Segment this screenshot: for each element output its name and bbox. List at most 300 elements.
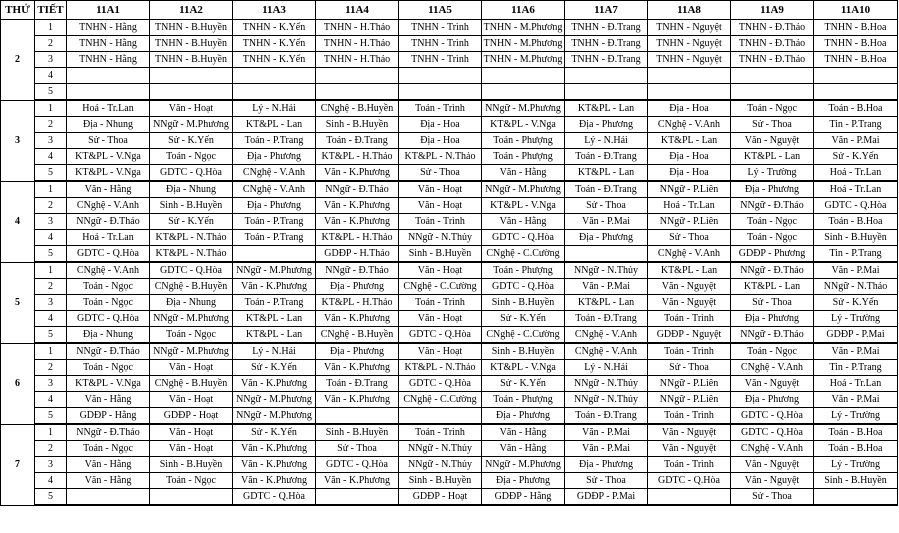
schedule-cell: Toán - B.Hoa xyxy=(814,424,898,441)
schedule-cell: Văn - Hằng xyxy=(482,441,565,457)
schedule-cell: NNgữ - N.Thủy xyxy=(565,376,648,392)
schedule-cell: NNgữ - Đ.Thảo xyxy=(67,424,150,441)
schedule-cell: Văn - Hằng xyxy=(67,392,150,408)
schedule-cell: CNghệ - V.Anh xyxy=(648,246,731,263)
schedule-cell xyxy=(67,84,150,101)
schedule-cell: Văn - Hằng xyxy=(482,214,565,230)
schedule-cell: Văn - P.Mai xyxy=(565,424,648,441)
schedule-cell: Địa - Phương xyxy=(482,473,565,489)
schedule-cell: Văn - Hoạt xyxy=(399,262,482,279)
schedule-cell: KT&PL - H.Thảo xyxy=(316,149,399,165)
schedule-cell: TNHN - M.Phương xyxy=(482,36,565,52)
schedule-cell: KT&PL - N.Thảo xyxy=(399,149,482,165)
schedule-cell xyxy=(316,489,399,506)
schedule-cell: Văn - K.Phương xyxy=(316,311,399,327)
schedule-cell: Địa - Hoa xyxy=(399,117,482,133)
schedule-cell: Địa - Phương xyxy=(565,230,648,246)
schedule-cell: Toán - Đ.Trang xyxy=(565,149,648,165)
schedule-cell: CNghệ - V.Anh xyxy=(67,198,150,214)
schedule-cell xyxy=(150,489,233,506)
schedule-cell: Địa - Phương xyxy=(316,343,399,360)
schedule-cell: TNHN - Đ.Trang xyxy=(565,36,648,52)
schedule-cell: CNghệ - C.Cường xyxy=(399,279,482,295)
schedule-cell: Toán - Phượng xyxy=(482,133,565,149)
schedule-cell: TNHN - B.Hoa xyxy=(814,20,898,36)
schedule-cell: Văn - Nguyệt xyxy=(731,133,814,149)
schedule-cell: TNHN - B.Huyền xyxy=(150,52,233,68)
schedule-cell: KT&PL - Lan xyxy=(648,262,731,279)
schedule-cell xyxy=(648,84,731,101)
schedule-cell: Văn - Nguyệt xyxy=(648,295,731,311)
schedule-cell: GDĐP - P.Mai xyxy=(565,489,648,506)
schedule-cell: NNgữ - M.Phương xyxy=(150,343,233,360)
schedule-cell xyxy=(731,68,814,84)
day-number: 4 xyxy=(1,181,35,262)
schedule-cell: CNghệ - B.Huyền xyxy=(316,100,399,117)
schedule-cell: TNHN - Đ.Trang xyxy=(565,20,648,36)
schedule-cell: TNHN - Đ.Thảo xyxy=(731,36,814,52)
schedule-cell: GDTC - Q.Hòa xyxy=(150,262,233,279)
schedule-cell: TNHN - Trình xyxy=(399,52,482,68)
period-number: 2 xyxy=(35,441,67,457)
schedule-cell: Văn - Hoạt xyxy=(399,198,482,214)
schedule-cell: Sử - K.Yến xyxy=(482,311,565,327)
schedule-cell: Địa - Hoa xyxy=(648,165,731,182)
schedule-cell: KT&PL - V.Nga xyxy=(482,360,565,376)
period-column-header: TIẾT xyxy=(35,1,67,20)
schedule-cell: Văn - Nguyệt xyxy=(731,473,814,489)
schedule-cell: TNHN - Nguyệt xyxy=(648,36,731,52)
timetable-row xyxy=(1,117,898,133)
schedule-cell: TNHN - Nguyệt xyxy=(648,20,731,36)
schedule-cell: TNHN - B.Huyền xyxy=(150,20,233,36)
timetable-row xyxy=(1,360,898,376)
schedule-cell: Văn - K.Phương xyxy=(316,165,399,182)
schedule-cell: GDĐP - Nguyệt xyxy=(648,327,731,344)
schedule-cell: Toán - Đ.Trang xyxy=(565,311,648,327)
schedule-cell: NNgữ - N.Thủy xyxy=(565,262,648,279)
schedule-cell xyxy=(233,84,316,101)
period-number: 3 xyxy=(35,457,67,473)
schedule-cell: Toán - Trình xyxy=(399,214,482,230)
timetable-row xyxy=(1,20,898,36)
period-number: 1 xyxy=(35,343,67,360)
period-number: 3 xyxy=(35,133,67,149)
schedule-cell: NNgữ - M.Phương xyxy=(233,408,316,425)
schedule-cell xyxy=(233,246,316,263)
schedule-cell: Tin - P.Trang xyxy=(814,246,898,263)
schedule-cell xyxy=(648,489,731,506)
schedule-cell xyxy=(67,489,150,506)
schedule-cell: GDTC - Q.Hòa xyxy=(233,489,316,506)
period-number: 3 xyxy=(35,52,67,68)
schedule-cell: KT&PL - Lan xyxy=(233,311,316,327)
schedule-cell: CNghệ - V.Anh xyxy=(731,441,814,457)
schedule-cell: Toán - Ngọc xyxy=(67,295,150,311)
timetable-row xyxy=(1,262,898,279)
schedule-cell: CNghệ - B.Huyền xyxy=(316,327,399,344)
schedule-cell: KT&PL - H.Thảo xyxy=(316,230,399,246)
schedule-cell: Sử - Thoa xyxy=(399,165,482,182)
schedule-cell: CNghệ - V.Anh xyxy=(731,360,814,376)
schedule-cell: Sử - Thoa xyxy=(731,117,814,133)
schedule-cell: NNgữ - Đ.Thảo xyxy=(316,262,399,279)
schedule-cell: Văn - K.Phương xyxy=(233,457,316,473)
schedule-cell: Địa - Phương xyxy=(316,279,399,295)
schedule-cell: Toán - Đ.Trang xyxy=(565,408,648,425)
schedule-cell: GDTC - Q.Hòa xyxy=(731,424,814,441)
period-number: 1 xyxy=(35,20,67,36)
schedule-cell: Toán - Trình xyxy=(648,457,731,473)
schedule-cell: Địa - Phương xyxy=(565,457,648,473)
schedule-cell xyxy=(565,84,648,101)
schedule-cell: Văn - Hằng xyxy=(67,181,150,198)
schedule-cell: NNgữ - N.Thủy xyxy=(399,230,482,246)
schedule-cell: KT&PL - Lan xyxy=(565,100,648,117)
timetable-row xyxy=(1,279,898,295)
period-number: 2 xyxy=(35,36,67,52)
schedule-cell: TNHN - Đ.Thảo xyxy=(731,52,814,68)
schedule-cell: Văn - Hoạt xyxy=(399,181,482,198)
schedule-cell: NNgữ - Đ.Thảo xyxy=(67,343,150,360)
schedule-cell: Sử - K.Yến xyxy=(233,424,316,441)
schedule-cell: KT&PL - Lan xyxy=(233,117,316,133)
schedule-cell: TNHN - B.Huyền xyxy=(150,36,233,52)
schedule-cell: Văn - Hằng xyxy=(482,424,565,441)
schedule-cell: TNHN - Hằng xyxy=(67,52,150,68)
timetable-row xyxy=(1,68,898,84)
schedule-cell: Toán - Ngọc xyxy=(731,214,814,230)
class-header: 11A10 xyxy=(814,1,898,20)
period-number: 4 xyxy=(35,311,67,327)
schedule-cell: Toán - Trình xyxy=(648,311,731,327)
schedule-cell: CNghệ - V.Anh xyxy=(233,165,316,182)
schedule-cell: Văn - Nguyệt xyxy=(731,457,814,473)
schedule-cell: Văn - K.Phương xyxy=(233,376,316,392)
schedule-cell: Toán - Trình xyxy=(399,424,482,441)
class-header: 11A2 xyxy=(150,1,233,20)
period-number: 2 xyxy=(35,117,67,133)
timetable-row xyxy=(1,327,898,344)
schedule-cell: Văn - P.Mai xyxy=(814,262,898,279)
schedule-cell: NNgữ - N.Thủy xyxy=(399,441,482,457)
schedule-cell: NNgữ - N.Thủy xyxy=(565,392,648,408)
schedule-cell: Văn - Nguyệt xyxy=(731,376,814,392)
schedule-cell xyxy=(731,84,814,101)
schedule-cell: GDĐP - P.Mai xyxy=(814,327,898,344)
timetable-row xyxy=(1,52,898,68)
class-header: 11A6 xyxy=(482,1,565,20)
schedule-cell: Văn - K.Phương xyxy=(233,473,316,489)
schedule-cell: TNHN - Trình xyxy=(399,36,482,52)
schedule-cell: Văn - P.Mai xyxy=(565,279,648,295)
period-number: 1 xyxy=(35,181,67,198)
schedule-cell: Văn - K.Phương xyxy=(316,214,399,230)
schedule-cell xyxy=(316,84,399,101)
schedule-cell: KT&PL - N.Thảo xyxy=(150,230,233,246)
schedule-cell: Lý - Trường xyxy=(814,408,898,425)
schedule-cell: Sử - Thoa xyxy=(565,198,648,214)
schedule-cell: Hoá - Tr.Lan xyxy=(814,165,898,182)
schedule-cell: Toán - Phượng xyxy=(482,392,565,408)
schedule-cell: TNHN - H.Thảo xyxy=(316,52,399,68)
schedule-cell: Toán - Ngọc xyxy=(731,343,814,360)
schedule-cell: KT&PL - Lan xyxy=(565,295,648,311)
schedule-cell: KT&PL - V.Nga xyxy=(67,376,150,392)
schedule-cell: GDTC - Q.Hòa xyxy=(67,311,150,327)
schedule-cell: KT&PL - V.Nga xyxy=(482,117,565,133)
schedule-cell: GDĐP - Hoạt xyxy=(150,408,233,425)
schedule-cell: TNHN - Hằng xyxy=(67,20,150,36)
schedule-cell: Toán - Ngọc xyxy=(731,230,814,246)
schedule-cell: Toán - P.Trang xyxy=(233,133,316,149)
period-number: 4 xyxy=(35,473,67,489)
schedule-cell: NNgữ - M.Phương xyxy=(482,181,565,198)
schedule-cell: Địa - Hoa xyxy=(399,133,482,149)
schedule-cell: Sinh - B.Huyền xyxy=(814,473,898,489)
schedule-cell xyxy=(150,84,233,101)
period-number: 4 xyxy=(35,230,67,246)
schedule-cell: TNHN - K.Yến xyxy=(233,36,316,52)
schedule-cell: Toán - P.Trang xyxy=(233,230,316,246)
timetable-row xyxy=(1,408,898,425)
timetable-row xyxy=(1,149,898,165)
period-number: 5 xyxy=(35,327,67,344)
schedule-cell xyxy=(399,68,482,84)
schedule-cell: GDTC - Q.Hòa xyxy=(648,473,731,489)
schedule-cell: GDTC - Q.Hòa xyxy=(814,198,898,214)
schedule-cell: Sinh - B.Huyền xyxy=(399,473,482,489)
schedule-cell: Toán - B.Hoa xyxy=(814,214,898,230)
schedule-cell: Hoá - Tr.Lan xyxy=(67,100,150,117)
schedule-cell: TNHN - M.Phương xyxy=(482,20,565,36)
schedule-cell: Hoá - Tr.Lan xyxy=(67,230,150,246)
schedule-cell: Sử - K.Yến xyxy=(482,376,565,392)
schedule-cell: Văn - P.Mai xyxy=(814,343,898,360)
schedule-cell xyxy=(233,68,316,84)
schedule-cell: Văn - K.Phương xyxy=(233,441,316,457)
schedule-cell: Địa - Nhung xyxy=(150,181,233,198)
schedule-cell: KT&PL - H.Thảo xyxy=(316,295,399,311)
class-header: 11A5 xyxy=(399,1,482,20)
schedule-cell: Toán - Đ.Trang xyxy=(565,181,648,198)
schedule-cell xyxy=(150,68,233,84)
schedule-cell xyxy=(814,84,898,101)
day-number: 6 xyxy=(1,343,35,424)
schedule-cell: Sinh - B.Huyền xyxy=(316,117,399,133)
schedule-cell: Văn - Hoạt xyxy=(150,392,233,408)
class-header: 11A4 xyxy=(316,1,399,20)
schedule-cell: GDTC - Q.Hòa xyxy=(150,165,233,182)
schedule-cell: CNghệ - B.Huyền xyxy=(150,279,233,295)
schedule-cell: Toán - B.Hoa xyxy=(814,100,898,117)
schedule-cell: Địa - Phương xyxy=(565,117,648,133)
schedule-cell xyxy=(565,68,648,84)
schedule-cell: Sử - Thoa xyxy=(731,489,814,506)
day-number: 7 xyxy=(1,424,35,505)
period-number: 3 xyxy=(35,295,67,311)
schedule-cell: Văn - P.Mai xyxy=(565,214,648,230)
schedule-cell xyxy=(316,68,399,84)
period-number: 1 xyxy=(35,100,67,117)
period-number: 3 xyxy=(35,376,67,392)
timetable-row xyxy=(1,198,898,214)
schedule-cell: NNgữ - M.Phương xyxy=(482,100,565,117)
schedule-cell: Sinh - B.Huyền xyxy=(150,198,233,214)
schedule-cell: KT&PL - Lan xyxy=(233,327,316,344)
schedule-cell: Văn - Hằng xyxy=(482,165,565,182)
schedule-cell xyxy=(67,68,150,84)
period-number: 1 xyxy=(35,424,67,441)
schedule-cell: NNgữ - Đ.Thảo xyxy=(731,262,814,279)
timetable-body xyxy=(1,20,898,506)
schedule-cell: Văn - Hằng xyxy=(67,457,150,473)
schedule-cell: Toán - Ngọc xyxy=(150,149,233,165)
schedule-cell: Văn - Hoạt xyxy=(399,343,482,360)
schedule-cell: Văn - Hoạt xyxy=(150,424,233,441)
timetable-row xyxy=(1,441,898,457)
schedule-cell: Văn - Hằng xyxy=(67,473,150,489)
schedule-cell xyxy=(316,408,399,425)
schedule-cell: Sử - K.Yến xyxy=(233,360,316,376)
timetable-row xyxy=(1,376,898,392)
schedule-cell: Lý - Trường xyxy=(814,457,898,473)
schedule-cell: Sinh - B.Huyền xyxy=(399,246,482,263)
schedule-cell: Toán - Ngọc xyxy=(67,360,150,376)
schedule-cell: CNghệ - V.Anh xyxy=(648,117,731,133)
schedule-cell: Lý - N.Hải xyxy=(233,100,316,117)
schedule-cell: Lý - N.Hải xyxy=(233,343,316,360)
timetable-row xyxy=(1,343,898,360)
schedule-cell: GDĐP - Hằng xyxy=(482,489,565,506)
schedule-cell: Toán - Trình xyxy=(648,408,731,425)
period-number: 4 xyxy=(35,68,67,84)
schedule-cell: KT&PL - N.Thảo xyxy=(150,246,233,263)
schedule-cell: KT&PL - Lan xyxy=(648,133,731,149)
schedule-cell: NNgữ - M.Phương xyxy=(233,262,316,279)
schedule-cell: CNghệ - C.Cường xyxy=(482,327,565,344)
schedule-cell: TNHN - K.Yến xyxy=(233,52,316,68)
timetable-row xyxy=(1,230,898,246)
schedule-cell: CNghệ - V.Anh xyxy=(565,327,648,344)
schedule-cell: Văn - Nguyệt xyxy=(648,424,731,441)
schedule-cell: Sử - Thoa xyxy=(731,295,814,311)
timetable-row xyxy=(1,214,898,230)
schedule-cell: NNgữ - Đ.Thảo xyxy=(67,214,150,230)
schedule-cell: GDTC - Q.Hòa xyxy=(67,246,150,263)
schedule-cell: GDTC - Q.Hòa xyxy=(399,327,482,344)
schedule-cell: Sinh - B.Huyền xyxy=(150,457,233,473)
period-number: 2 xyxy=(35,279,67,295)
timetable-row xyxy=(1,392,898,408)
schedule-cell: GDTC - Q.Hòa xyxy=(482,279,565,295)
schedule-cell: Hoá - Tr.Lan xyxy=(814,181,898,198)
schedule-cell: CNghệ - C.Cường xyxy=(482,246,565,263)
class-header: 11A3 xyxy=(233,1,316,20)
schedule-cell: Hoá - Tr.Lan xyxy=(648,198,731,214)
schedule-cell: Sử - K.Yến xyxy=(814,149,898,165)
period-number: 5 xyxy=(35,84,67,101)
timetable-row xyxy=(1,133,898,149)
schedule-cell: NNgữ - N.Thủy xyxy=(399,457,482,473)
schedule-cell xyxy=(565,246,648,263)
timetable-row xyxy=(1,489,898,506)
schedule-cell: Toán - Đ.Trang xyxy=(316,376,399,392)
schedule-cell: GDĐP - Hằng xyxy=(67,408,150,425)
period-number: 1 xyxy=(35,262,67,279)
schedule-cell: Hoá - Tr.Lan xyxy=(814,376,898,392)
schedule-cell: TNHN - Hằng xyxy=(67,36,150,52)
period-number: 4 xyxy=(35,149,67,165)
schedule-cell: TNHN - H.Thảo xyxy=(316,36,399,52)
schedule-cell: NNgữ - N.Thảo xyxy=(814,279,898,295)
day-number: 2 xyxy=(1,20,35,101)
header-row xyxy=(1,1,898,20)
period-number: 5 xyxy=(35,489,67,506)
schedule-cell: Sinh - B.Huyền xyxy=(814,230,898,246)
class-header: 11A8 xyxy=(648,1,731,20)
schedule-cell: Toán - B.Hoa xyxy=(814,441,898,457)
schedule-cell: Toán - P.Trang xyxy=(233,214,316,230)
schedule-cell: Địa - Phương xyxy=(731,181,814,198)
class-header: 11A1 xyxy=(67,1,150,20)
schedule-cell: Sử - K.Yến xyxy=(150,133,233,149)
schedule-cell: KT&PL - Lan xyxy=(731,279,814,295)
schedule-cell: Sinh - B.Huyền xyxy=(482,295,565,311)
schedule-cell: NNgữ - P.Liên xyxy=(648,376,731,392)
schedule-cell: Toán - Ngọc xyxy=(731,100,814,117)
schedule-cell: GDĐP - Phương xyxy=(731,246,814,263)
schedule-cell: Lý - N.Hải xyxy=(565,133,648,149)
class-header: 11A7 xyxy=(565,1,648,20)
schedule-cell: Tin - P.Trang xyxy=(814,117,898,133)
timetable-row xyxy=(1,311,898,327)
schedule-cell: NNgữ - P.Liên xyxy=(648,392,731,408)
timetable-row xyxy=(1,100,898,117)
schedule-cell: NNgữ - Đ.Thảo xyxy=(731,327,814,344)
schedule-cell: Sử - K.Yến xyxy=(150,214,233,230)
schedule-cell: TNHN - K.Yến xyxy=(233,20,316,36)
schedule-cell: Sử - K.Yến xyxy=(814,295,898,311)
schedule-cell: Sử - Thoa xyxy=(648,360,731,376)
schedule-cell: CNghệ - V.Anh xyxy=(67,262,150,279)
schedule-cell: Lý - Trường xyxy=(731,165,814,182)
schedule-cell xyxy=(482,84,565,101)
schedule-cell: Toán - Phượng xyxy=(482,262,565,279)
schedule-cell: CNghệ - V.Anh xyxy=(565,343,648,360)
schedule-cell: GDTC - Q.Hòa xyxy=(399,376,482,392)
schedule-cell: Toán - Ngọc xyxy=(67,441,150,457)
schedule-cell: Sinh - B.Huyền xyxy=(316,424,399,441)
schedule-cell: TNHN - Trình xyxy=(399,20,482,36)
schedule-cell xyxy=(814,68,898,84)
schedule-cell: KT&PL - Lan xyxy=(565,165,648,182)
schedule-cell xyxy=(399,408,482,425)
schedule-cell: Toán - Ngọc xyxy=(150,473,233,489)
day-number: 3 xyxy=(1,100,35,181)
timetable-row xyxy=(1,84,898,101)
schedule-cell: TNHN - Đ.Trang xyxy=(565,52,648,68)
schedule-cell xyxy=(814,489,898,506)
schedule-cell: GDTC - Q.Hòa xyxy=(316,457,399,473)
schedule-cell: TNHN - B.Hoa xyxy=(814,52,898,68)
schedule-cell: Văn - K.Phương xyxy=(316,473,399,489)
schedule-cell: Văn - Nguyệt xyxy=(648,279,731,295)
schedule-cell: Toán - P.Trang xyxy=(233,295,316,311)
schedule-cell: Sinh - B.Huyền xyxy=(482,343,565,360)
schedule-cell: KT&PL - Lan xyxy=(731,149,814,165)
schedule-cell: NNgữ - M.Phương xyxy=(233,392,316,408)
